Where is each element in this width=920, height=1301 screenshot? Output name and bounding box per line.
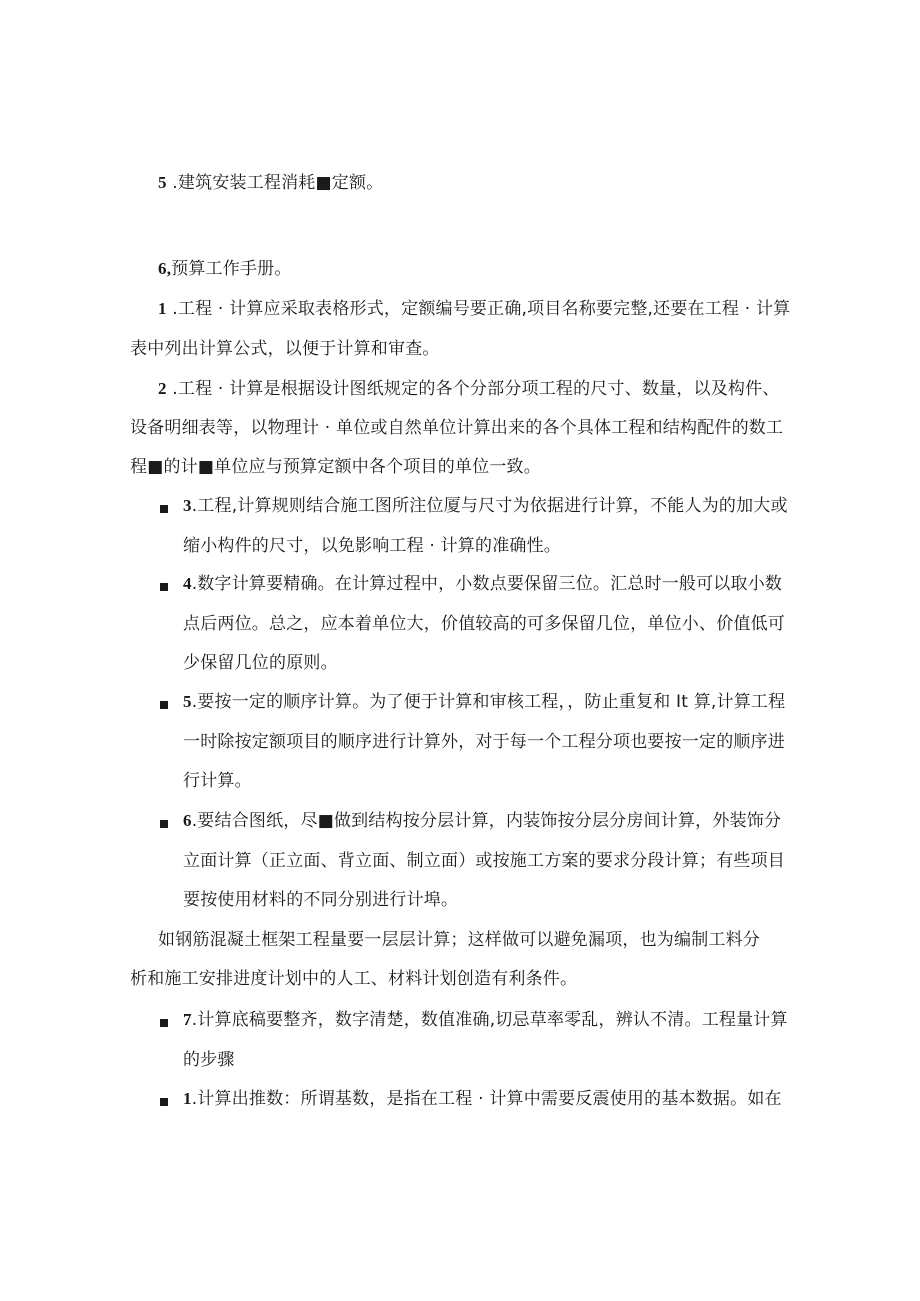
item-number: 1 [158,299,167,318]
item-text: .工程 · 计算应采取表格形式，定额编号要正确,项目名称要完整,还要在工程 · 计算 [166,299,791,319]
bullet-4-line [183,573,782,595]
bullet-4-continuation: 点后两位。总之，应本着单位大，价值较高的可多保留几位，单位小、价值低可 [183,614,785,634]
bullet-7-line [183,1009,788,1031]
bullet-6-continuation: 要按使用材料的不同分别进行计埠。 [183,890,459,910]
bullet-icon [160,505,168,513]
bullet-icon [160,820,168,828]
item-2-continuation: 设备明细表等，以物理计 · 单位或自然单位计算出来的各个具体工程和结构配件的数工 [130,418,784,438]
item-text: .数字计算要精确。在计算过程中，小数点要保留三位。汇总时一般可以取小数 [191,574,783,594]
paragraph-line: 析和施工安排进度计划中的人工、材料计划创造有利条件。 [130,969,578,989]
bullet-5-continuation: 行计算。 [183,771,252,791]
item-text: .计算出推数：所谓基数，是指在工程 · 计算中需要反震使用的基本数据。如在 [191,1089,782,1109]
bullet-6-continuation: 立面计算（正立面、背立面、制立面）或按施工方案的要求分段计算；有些项目 [183,851,785,871]
item-number: 3 [183,496,192,515]
item-text: .建筑安装工程消耗■定额。 [166,173,384,193]
item-number: 1 [183,1089,192,1108]
item-1-continuation: 表中列出计算公式，以便于计算和审查。 [130,339,440,359]
bullet-icon [160,1098,168,1106]
bullet-icon [160,701,168,709]
item-text: .计算底稿要整齐，数字清楚，数值准确,切忌草率零乱，辨认不清。工程量计算 [191,1010,788,1030]
bullet-6-line [183,810,781,832]
item-text: .工程,计算规则结合施工图所注位厦与尺寸为依据进行计算，不能人为的加大或 [191,496,788,516]
item-number: 7 [183,1010,192,1029]
bullet-3-continuation: 缩小构件的尺寸，以免影响工程 · 计算的准确性。 [183,536,562,556]
item-number: 2 [158,379,167,398]
item-number: 4 [183,574,192,593]
item-text: 预算工作手册。 [171,259,292,279]
item-2-continuation: 程■的计■单位应与预算定额中各个项目的单位一致。 [130,457,541,477]
bullet-5-continuation: 一时除按定额项目的顺序进行计算外，对于每一个工程分项也要按一定的顺序进 [183,732,785,752]
item-number: 6 [183,811,192,830]
item-text: .工程 · 计算是根据设计图纸规定的各个分部分项工程的尺寸、数量，以及构件、 [166,379,780,399]
item-number: 5 [183,692,192,711]
bullet-step-1-line [183,1088,782,1110]
bullet-3-line [183,495,788,517]
bullet-7-continuation: 的步骤 [183,1050,235,1070]
item-1-line [158,298,790,320]
item-2-line [158,378,780,400]
item-5-line [158,172,383,194]
item-text: .要按一定的顺序计算。为了便于计算和审核工程，，防止重复和 It 算,计算工程 [191,692,786,712]
item-number: 5 [158,173,167,192]
bullet-5-line [183,691,785,713]
item-text: .要结合图纸，尽■做到结构按分层计算，内装饰按分层分房间计算，外装饰分 [191,811,782,831]
bullet-4-continuation: 少保留几位的原则。 [183,653,338,673]
item-number: 6, [158,259,172,278]
paragraph-line: 如钢筋混凝土框架工程量要一层层计算；这样做可以避免漏项，也为编制工料分 [158,930,760,950]
bullet-icon [160,1019,168,1027]
bullet-icon [160,583,168,591]
item-6-line [158,258,292,280]
